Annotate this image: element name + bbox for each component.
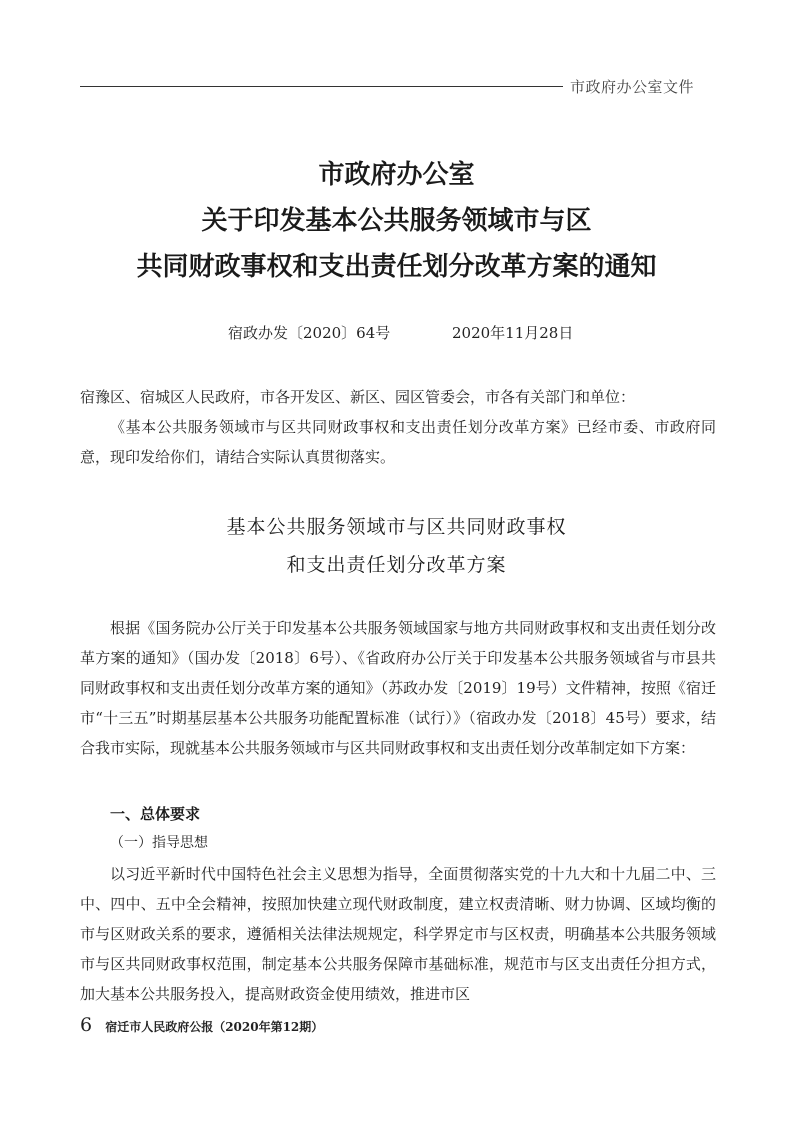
title-line-1: 市政府办公室 — [318, 160, 475, 190]
basis-paragraph: 根据《国务院办公厅关于印发基本公共服务领域国家与地方共同财政事权和支出责任划分改革方案的通知》（国办发〔2018〕6号）、《省政府办公厅关于印发基本公共服务领域省与市县共同财政事权和支出责任划分改革方案的通知》（苏政办发〔2019〕19号）文件精神，按照《宿迁市“十三五”时期基层基本公共服务功能配置标准（试行）》（宿政办发〔2018〕45号）要求，结合我市实际，现就基本公共服务领域市与区共同财政事权和支出责任划分改革制定如下方案： — [80, 619, 716, 757]
addressee: 宿豫区、宿城区人民政府，市各开发区、新区、园区管委会，市各有关部门和单位： — [80, 388, 636, 406]
sub-heading: （一）指导思想 — [110, 835, 208, 851]
document-date: 2020年11月28日 — [452, 324, 574, 342]
document-title — [0, 152, 793, 290]
page-number: 6 — [80, 1014, 93, 1036]
header-label: 市政府办公室文件 — [570, 78, 695, 96]
header-rule — [80, 86, 563, 87]
plan-title-line-2: 和支出责任划分改革方案 — [286, 554, 507, 576]
plan-title-line-1: 基本公共服务领域市与区共同财政事权 — [226, 516, 567, 538]
page-footer — [80, 1014, 323, 1036]
section-heading: 一、总体要求 — [110, 805, 201, 823]
plan-title — [0, 508, 793, 584]
notice-paragraph: 《基本公共服务领域市与区共同财政事权和支出责任划分改革方案》已经市委、市政府同意，现印发给你们，请结合实际认真贯彻落实。 — [80, 418, 716, 466]
title-line-3: 共同财政事权和支出责任划分改革方案的通知 — [136, 252, 657, 282]
document-number: 宿政办发〔2020〕64号 — [228, 324, 391, 342]
guideline-paragraph: 以习近平新时代中国特色社会主义思想为指导，全面贯彻落实党的十九大和十九届二中、三中、四中、五中全会精神，按照加快建立现代财政制度，建立权责清晰、财力协调、区域均衡的市与区财政关系的要求，遵循相关法律法规规定，科学界定市与区权责，明确基本公共服务领域市与区共同财政事权范围，制定基本公共服务保障市基础标准，规范市与区支出责任分担方式，加大基本公共服务投入，提高财政资金使用绩效，推进市区 — [80, 865, 716, 1003]
journal-name: 宿迁市人民政府公报（2020年第12期） — [105, 1020, 324, 1034]
title-line-2: 关于印发基本公共服务领域市与区 — [201, 206, 592, 236]
